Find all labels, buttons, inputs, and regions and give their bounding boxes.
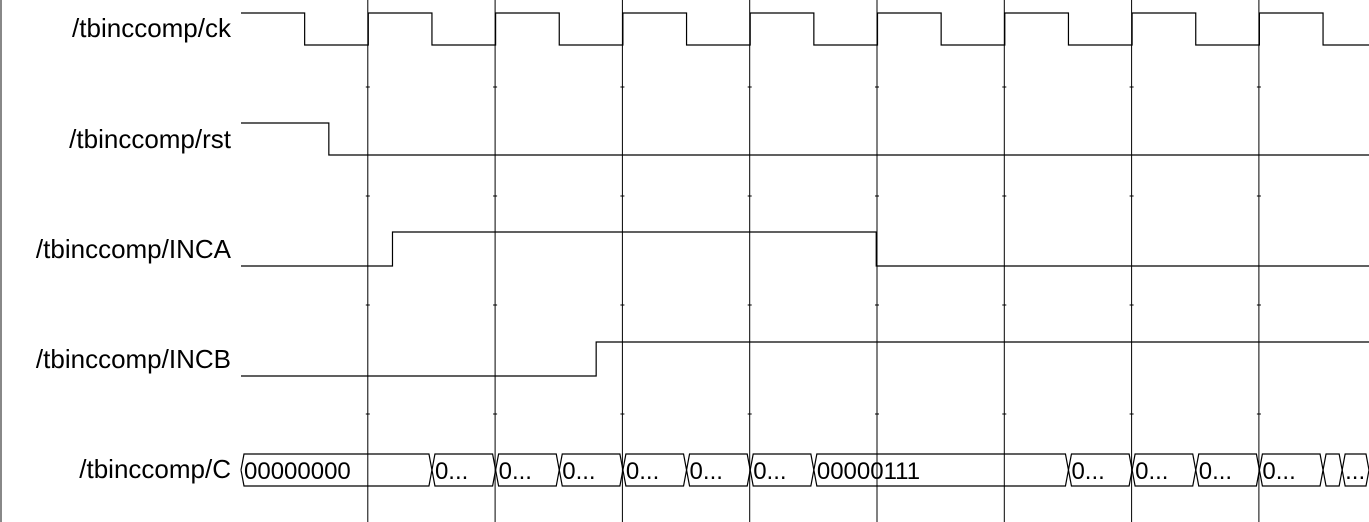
- bus-value-label: 0...: [1135, 458, 1169, 485]
- signal-label-rst[interactable]: /tbinccomp/rst: [69, 124, 231, 154]
- bus-value-label: 0...: [562, 458, 596, 485]
- signal-label-incb[interactable]: /tbinccomp/INCB: [35, 344, 231, 374]
- bus-value-label: 0...: [689, 458, 723, 485]
- bus-value-label: 00000111: [816, 458, 921, 485]
- bus-value-label: 00000000: [244, 458, 351, 485]
- bus-value-label: 0...: [1071, 458, 1105, 485]
- bus-value-label: 0...: [625, 458, 660, 485]
- bus-value-label: 0...: [1198, 458, 1233, 485]
- bus-value-label: 0...: [1262, 458, 1296, 485]
- signal-label-inca[interactable]: /tbinccomp/INCA: [35, 234, 231, 264]
- signal-label-c[interactable]: /tbinccomp/C: [79, 454, 231, 484]
- bus-value-label: 0...: [498, 458, 532, 485]
- bus-value-label: 0...: [753, 458, 787, 485]
- bus-value-label: 0...: [434, 458, 469, 485]
- bus-value-label: ...: [1345, 458, 1366, 485]
- signal-label-ck[interactable]: /tbinccomp/ck: [72, 13, 231, 43]
